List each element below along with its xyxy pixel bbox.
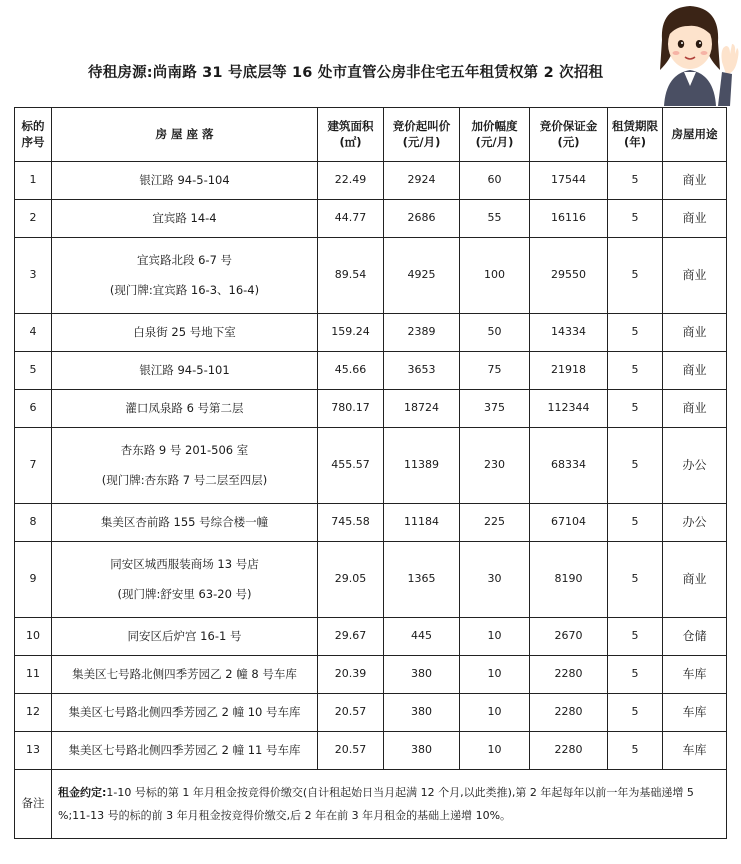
cell-use: 车库 bbox=[663, 656, 727, 694]
cell-use: 商业 bbox=[663, 162, 727, 200]
cell-deposit: 68334 bbox=[530, 428, 608, 504]
table-row bbox=[15, 238, 727, 314]
cell-deposit: 112344 bbox=[530, 390, 608, 428]
cell-use: 商业 bbox=[663, 352, 727, 390]
cell-term: 5 bbox=[608, 352, 663, 390]
cell-lot-number: 2 bbox=[15, 200, 52, 238]
cell-start-price: 1365 bbox=[384, 542, 460, 618]
cell-lot-number: 3 bbox=[15, 238, 52, 314]
cell-lot-number: 11 bbox=[15, 656, 52, 694]
header-use: 房屋用途 bbox=[663, 108, 727, 162]
table-row bbox=[15, 428, 727, 504]
cell-deposit: 2280 bbox=[530, 694, 608, 732]
cell-deposit: 2280 bbox=[530, 656, 608, 694]
header-deposit: 竞价保证金 (元) bbox=[530, 108, 608, 162]
table-row bbox=[15, 390, 727, 428]
table-row bbox=[15, 542, 727, 618]
cell-increment: 375 bbox=[460, 390, 530, 428]
table-row bbox=[15, 504, 727, 542]
cell-address: 杏东路 9 号 201-506 室 (现门牌:杏东路 7 号二层至四层) bbox=[52, 428, 318, 504]
cell-increment: 30 bbox=[460, 542, 530, 618]
cell-increment: 10 bbox=[460, 694, 530, 732]
cell-area: 29.67 bbox=[318, 618, 384, 656]
cell-address-current: (现门牌:宜宾路 16-3、16-4) bbox=[109, 282, 260, 297]
header-area: 建筑面积 (㎡) bbox=[318, 108, 384, 162]
cell-increment: 55 bbox=[460, 200, 530, 238]
cell-increment: 100 bbox=[460, 238, 530, 314]
cell-deposit: 67104 bbox=[530, 504, 608, 542]
table-row bbox=[15, 314, 727, 352]
cell-term: 5 bbox=[608, 314, 663, 352]
cell-deposit: 21918 bbox=[530, 352, 608, 390]
cell-term: 5 bbox=[608, 618, 663, 656]
cell-start-price: 380 bbox=[384, 732, 460, 770]
cell-use: 商业 bbox=[663, 200, 727, 238]
cell-area: 89.54 bbox=[318, 238, 384, 314]
cell-start-price: 2686 bbox=[384, 200, 460, 238]
table-row bbox=[15, 162, 727, 200]
cell-start-price: 3653 bbox=[384, 352, 460, 390]
cell-start-price: 380 bbox=[384, 694, 460, 732]
cell-term: 5 bbox=[608, 732, 663, 770]
cell-term: 5 bbox=[608, 200, 663, 238]
cell-area: 20.39 bbox=[318, 656, 384, 694]
table-row bbox=[15, 352, 727, 390]
cell-area: 20.57 bbox=[318, 732, 384, 770]
cell-address: 银江路 94-5-101 bbox=[52, 352, 318, 390]
cell-increment: 10 bbox=[460, 656, 530, 694]
cell-address: 宜宾路 14-4 bbox=[52, 200, 318, 238]
note-row bbox=[15, 770, 727, 839]
cell-increment: 230 bbox=[460, 428, 530, 504]
cell-increment: 225 bbox=[460, 504, 530, 542]
cell-area: 20.57 bbox=[318, 694, 384, 732]
cell-start-price: 18724 bbox=[384, 390, 460, 428]
table-header-row bbox=[15, 108, 727, 162]
cell-term: 5 bbox=[608, 656, 663, 694]
table-row bbox=[15, 694, 727, 732]
note-label: 备注 bbox=[15, 770, 52, 839]
cell-deposit: 17544 bbox=[530, 162, 608, 200]
cell-use: 商业 bbox=[663, 314, 727, 352]
header-start-price: 竞价起叫价 (元/月) bbox=[384, 108, 460, 162]
cell-lot-number: 8 bbox=[15, 504, 52, 542]
cell-address: 同安区城西服装商场 13 号店 (现门牌:舒安里 63-20 号) bbox=[52, 542, 318, 618]
cell-area: 745.58 bbox=[318, 504, 384, 542]
cell-lot-number: 4 bbox=[15, 314, 52, 352]
cell-term: 5 bbox=[608, 694, 663, 732]
cell-lot-number: 5 bbox=[15, 352, 52, 390]
cell-area: 780.17 bbox=[318, 390, 384, 428]
cell-use: 仓储 bbox=[663, 618, 727, 656]
cell-lot-number: 1 bbox=[15, 162, 52, 200]
cell-address: 集美区七号路北侧四季芳园乙 2 幢 10 号车库 bbox=[52, 694, 318, 732]
cell-term: 5 bbox=[608, 162, 663, 200]
note-text: 租金约定:1-10 号标的第 1 年月租金按竞得价缴交(自计租起始日当月起满 12 个月,以此类推),第 2 年起每年以前一年为基础递增 5 %;11-13 号的标的前 3 年月租金按竞得价缴交,后 2 年在前 3 年月租金的基础上递增 10%。 bbox=[52, 770, 727, 839]
cell-term: 5 bbox=[608, 390, 663, 428]
cell-start-price: 2389 bbox=[384, 314, 460, 352]
cell-deposit: 29550 bbox=[530, 238, 608, 314]
cell-area: 159.24 bbox=[318, 314, 384, 352]
cell-deposit: 8190 bbox=[530, 542, 608, 618]
header-increment: 加价幅度 (元/月) bbox=[460, 108, 530, 162]
cell-use: 办公 bbox=[663, 428, 727, 504]
cell-lot-number: 9 bbox=[15, 542, 52, 618]
cell-lot-number: 6 bbox=[15, 390, 52, 428]
cell-address: 同安区后炉宫 16-1 号 bbox=[52, 618, 318, 656]
cell-use: 商业 bbox=[663, 542, 727, 618]
table-row bbox=[15, 618, 727, 656]
cell-deposit: 14334 bbox=[530, 314, 608, 352]
cell-deposit: 2280 bbox=[530, 732, 608, 770]
header-address: 房 屋 座 落 bbox=[52, 108, 318, 162]
cell-address-current: (现门牌:杏东路 7 号二层至四层) bbox=[101, 472, 268, 487]
cell-increment: 50 bbox=[460, 314, 530, 352]
cell-start-price: 11389 bbox=[384, 428, 460, 504]
cell-address: 集美区七号路北侧四季芳园乙 2 幢 8 号车库 bbox=[52, 656, 318, 694]
cell-address: 灌口凤泉路 6 号第二层 bbox=[52, 390, 318, 428]
cell-start-price: 445 bbox=[384, 618, 460, 656]
cell-use: 车库 bbox=[663, 732, 727, 770]
header-term: 租赁期限 (年) bbox=[608, 108, 663, 162]
cell-lot-number: 10 bbox=[15, 618, 52, 656]
cell-use: 商业 bbox=[663, 390, 727, 428]
table-row bbox=[15, 732, 727, 770]
page-title: 待租房源:尚南路 31 号底层等 16 处市直管公房非住宅五年租赁权第 2 次招租 bbox=[88, 65, 604, 81]
cell-address-current: (现门牌:舒安里 63-20 号) bbox=[117, 586, 252, 601]
cell-term: 5 bbox=[608, 542, 663, 618]
cell-use: 车库 bbox=[663, 694, 727, 732]
cell-increment: 10 bbox=[460, 618, 530, 656]
cell-area: 29.05 bbox=[318, 542, 384, 618]
cell-area: 44.77 bbox=[318, 200, 384, 238]
header-lot-number: 标的 序号 bbox=[15, 108, 52, 162]
cell-address: 白泉街 25 号地下室 bbox=[52, 314, 318, 352]
cell-deposit: 2670 bbox=[530, 618, 608, 656]
cell-start-price: 380 bbox=[384, 656, 460, 694]
cell-deposit: 16116 bbox=[530, 200, 608, 238]
cell-term: 5 bbox=[608, 504, 663, 542]
cell-address: 集美区七号路北侧四季芳园乙 2 幢 11 号车库 bbox=[52, 732, 318, 770]
cell-start-price: 2924 bbox=[384, 162, 460, 200]
cell-address: 集美区杏前路 155 号综合楼一幢 bbox=[52, 504, 318, 542]
cell-use: 办公 bbox=[663, 504, 727, 542]
rental-listing-table bbox=[14, 107, 727, 839]
cell-term: 5 bbox=[608, 428, 663, 504]
table-row bbox=[15, 200, 727, 238]
table-row bbox=[15, 656, 727, 694]
cell-area: 455.57 bbox=[318, 428, 384, 504]
cell-address: 银江路 94-5-104 bbox=[52, 162, 318, 200]
cell-use: 商业 bbox=[663, 238, 727, 314]
cell-term: 5 bbox=[608, 238, 663, 314]
cell-lot-number: 13 bbox=[15, 732, 52, 770]
cell-increment: 10 bbox=[460, 732, 530, 770]
cell-area: 45.66 bbox=[318, 352, 384, 390]
cell-start-price: 4925 bbox=[384, 238, 460, 314]
cell-address: 宜宾路北段 6-7 号 (现门牌:宜宾路 16-3、16-4) bbox=[52, 238, 318, 314]
cell-start-price: 11184 bbox=[384, 504, 460, 542]
cell-lot-number: 12 bbox=[15, 694, 52, 732]
cell-increment: 75 bbox=[460, 352, 530, 390]
cartoon-girl-avatar bbox=[640, 0, 740, 106]
cell-increment: 60 bbox=[460, 162, 530, 200]
cell-area: 22.49 bbox=[318, 162, 384, 200]
cell-lot-number: 7 bbox=[15, 428, 52, 504]
